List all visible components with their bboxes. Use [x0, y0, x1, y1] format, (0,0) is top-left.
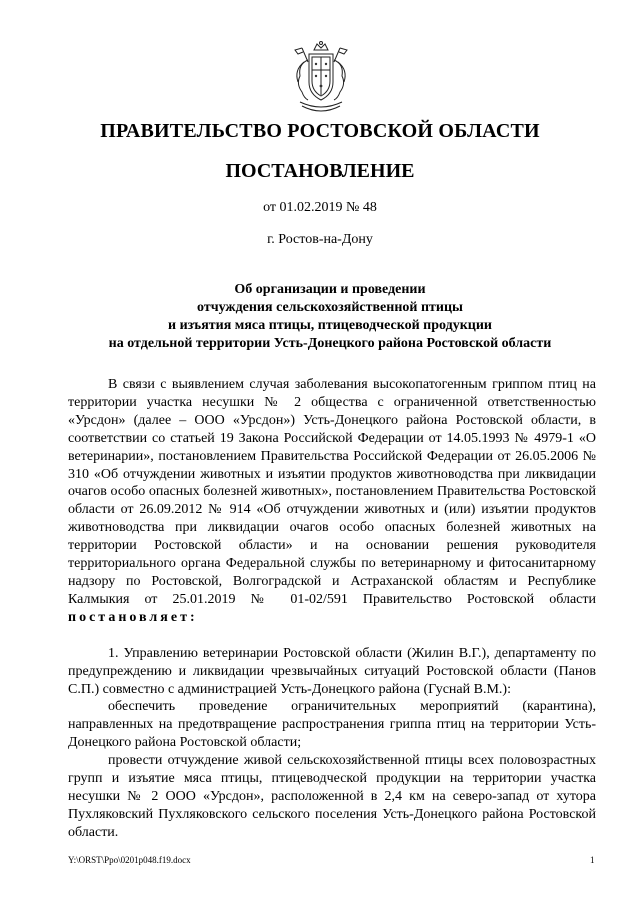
item-1a-paragraph: обеспечить проведение ограничительных мероприятий (карантина), направленных на предотвращение распространения гриппа птиц на территории Усть-Донецкого района Ростовской области; [68, 699, 596, 751]
footer-page-number: 1 [590, 855, 595, 865]
government-title: ПРАВИТЕЛЬСТВО РОСТОВСКОЙ ОБЛАСТИ [100, 120, 540, 142]
resolves-keyword: постановляет: [68, 609, 198, 625]
subject-line: отчуждения сельскохозяйственной птицы [197, 300, 463, 315]
subject-line: на отдельной территории Усть-Донецкого района Ростовской области [108, 336, 552, 351]
subject-line: Об организации и проведении [234, 282, 426, 297]
document-date-number: от 01.02.2019 № 48 [263, 200, 377, 215]
item-1-paragraph: 1. Управлению ветеринарии Ростовской области (Жилин В.Г.), департаменту по предупреждению и ликвидации чрезвычайных ситуаций Ростовской области (Панов С.П.) совместно с администрацией Усть-Донецкого района (Гуснай В.М.): [68, 645, 596, 697]
rostov-oblast-coat-of-arms-icon [290, 40, 352, 116]
subject-line: и изъятия мяса птицы, птицеводческой продукции [168, 318, 492, 333]
document-subject [60, 281, 600, 353]
document-body [68, 376, 596, 842]
paragraph-gap [68, 627, 596, 645]
item-1b-paragraph: провести отчуждение живой сельскохозяйственной птицы всех половозрастных групп и изъятие мяса птицы, птицеводческой продукции на территории участка несушки № 2 ООО «Урсдон», расположенной в 2,4 км на северо-запад от хутора Пухляковский Пухляковского сельского поселения Усть-Донецкого района Ростовской области. [68, 753, 596, 840]
document-type: ПОСТАНОВЛЕНИЕ [225, 160, 415, 182]
footer-file-path: Y:\ORST\Ppo\0201p048.f19.docx [68, 855, 191, 865]
document-city: г. Ростов-на-Дону [267, 232, 373, 247]
preamble-text: В связи с выявлением случая заболевания высокопатогенным гриппом птиц на территории участка несушки № 2 общества с ограниченной ответственностью «Урсдон» (далее – ООО «Урсдон») Усть-Донецкого района Ростовской области, в соответствии со статьей 19 Закона Российской Федерации от 14.05.1993 № 4979-1 «О ветеринарии», постановлением Правительства Российской Федерации от 26.05.2006 № 310 «Об отчуждении животных и изъятии продуктов животноводства при ликвидации очагов особо опасных болезней животных», постановлением Правительства Ростовской области от 26.09.2012 № 914 «Об отчуждении животных и (или) изъятии продуктов животноводства при ликвидации очагов особо опасных болезней животных на территории Ростовской области» и на основании решения руководителя территориального органа Федеральной службы по ветеринарному и фитосанитарному надзору по Ростовской, Волгоградской и Астраханской областям и Республике Калмыкия от 25.01.2019 № 01-02/591 Правительство Ростовской области [68, 377, 596, 607]
preamble-paragraph [68, 376, 596, 627]
